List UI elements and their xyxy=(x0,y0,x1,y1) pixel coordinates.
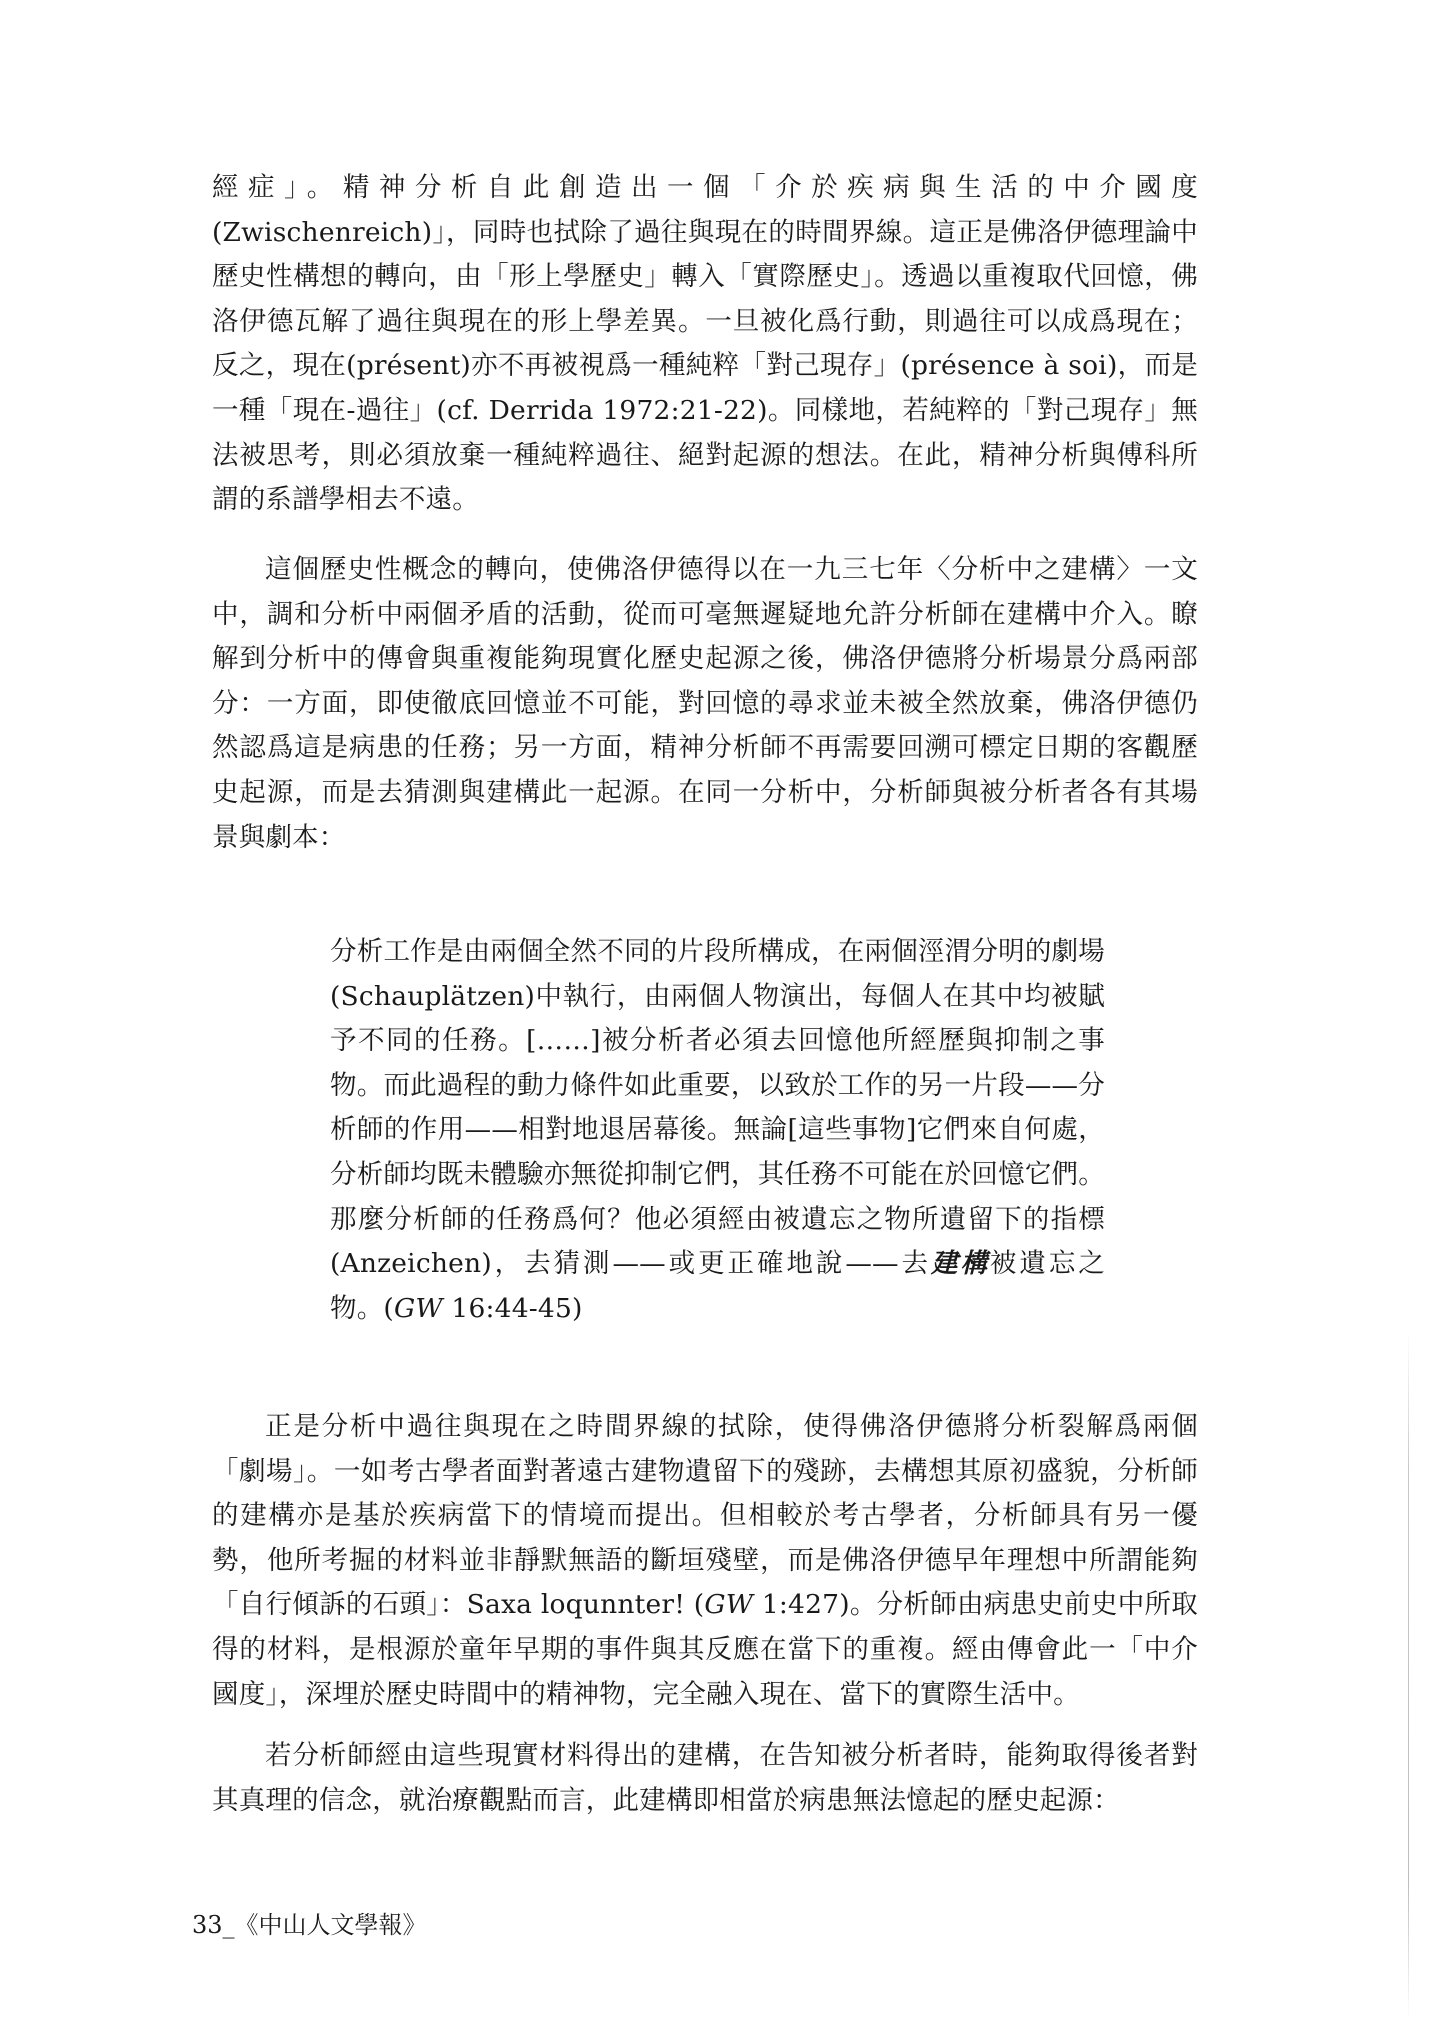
paragraph-3-text xyxy=(212,1405,1198,1717)
paragraph-1 xyxy=(212,166,1198,523)
paragraph-1-text: 經症」。精神分析自此創造出一個「介於疾病與生活的中介國度(Zwischenreich)」，同時也拭除了過往與現在的時間界線。這正是佛洛伊德理論中歷史性構想的轉向，由「形上學歷史」轉入「實際歷史」。透過以重複取代回憶，佛洛伊德瓦解了過往與現在的形上學差異。一旦被化爲行動，則過往可以成爲現在；反之，現在(présent)亦不再被視爲一種純粹「對己現存」(présence à soi)，而是一種「現在-過往」(cf. Derrida 1972:21-22)。同樣地，若純粹的「對己現存」無法被思考，則必須放棄一種純粹過往、絕對起源的想法。在此，精神分析與傅科所謂的系譜學相去不遠。 xyxy=(212,172,1198,516)
paragraph-2-text: 這個歷史性概念的轉向，使佛洛伊德得以在一九三七年〈分析中之建構〉一文中，調和分析中兩個矛盾的活動，從而可毫無遲疑地允許分析師在建構中介入。瞭解到分析中的傳會與重複能夠現實化歷史起源之後，佛洛伊德將分析場景分爲兩部分：一方面，即使徹底回憶並不可能，對回憶的尋求並未被全然放棄，佛洛伊德仍然認爲這是病患的任務；另一方面，精神分析師不再需要回溯可標定日期的客觀歷史起源，而是去猜測與建構此一起源。在同一分析中，分析師與被分析者各有其場景與劇本： xyxy=(212,554,1198,853)
paragraph-3 xyxy=(212,1405,1198,1717)
paragraph-3-tail: 1:427)。分析師由病患史前史中所取得的材料，是根源於童年早期的事件與其反應在當下的重複。經由傳會此一「中介國度」，深埋於歷史時間中的精神物，完全融入現在、當下的實際生活中。 xyxy=(212,1589,1198,1710)
paragraph-4-text: 若分析師經由這些現實材料得出的建構，在告知被分析者時，能夠取得後者對其真理的信念，就治療觀點而言，此建構即相當於病患無法憶起的歷史起源： xyxy=(212,1740,1198,1816)
quote-text: 分析工作是由兩個全然不同的片段所構成，在兩個涇渭分明的劇場(Schauplätzen)中執行，由兩個人物演出，每個人在其中均被賦予不同的任務。[……]被分析者必須去回憶他所經歷與抑制之事物。而此過程的動力條件如此重要，以致於工作的另一片段——分析師的作用——相對地退居幕後。無論[這些事物]它們來自何處，分析師均既未體驗亦無從抑制它們，其任務不可能在於回憶它們。那麼分析師的任務爲何？他必須經由被遺忘之物所遺留下的指標(Anzeichen)，去猜測——或更正確地說——去 xyxy=(330,936,1105,1280)
quote-tail: 被遺忘之物。( xyxy=(330,1248,1105,1324)
page-footer: 33_《中山人文學報》 xyxy=(192,1911,427,1939)
paragraph-2 xyxy=(212,548,1198,860)
quote-emphasis: 建構 xyxy=(930,1248,990,1280)
paragraph-3-main: 正是分析中過往與現在之時間界線的拭除，使得佛洛伊德將分析裂解爲兩個「劇場」。一如考古學者面對著遠古建物遺留下的殘跡，去構想其原初盛貌，分析師的建構亦是基於疾病當下的情境而提出。但相較於考古學者，分析師具有另一優勢，他所考掘的材料並非靜默無語的斷垣殘壁，而是佛洛伊德早年理想中所謂能夠「自行傾訴的石頭」：Saxa loqunnter! ( xyxy=(212,1411,1198,1621)
paragraph-4 xyxy=(212,1734,1198,1823)
quote-cite-ref: GW xyxy=(393,1292,443,1324)
quote-cite-pages: 16:44-45) xyxy=(442,1292,583,1324)
paragraph-3-cite-ref: GW xyxy=(704,1589,754,1621)
block-quote xyxy=(330,930,1105,1331)
scan-edge-line xyxy=(1408,1330,1409,2020)
